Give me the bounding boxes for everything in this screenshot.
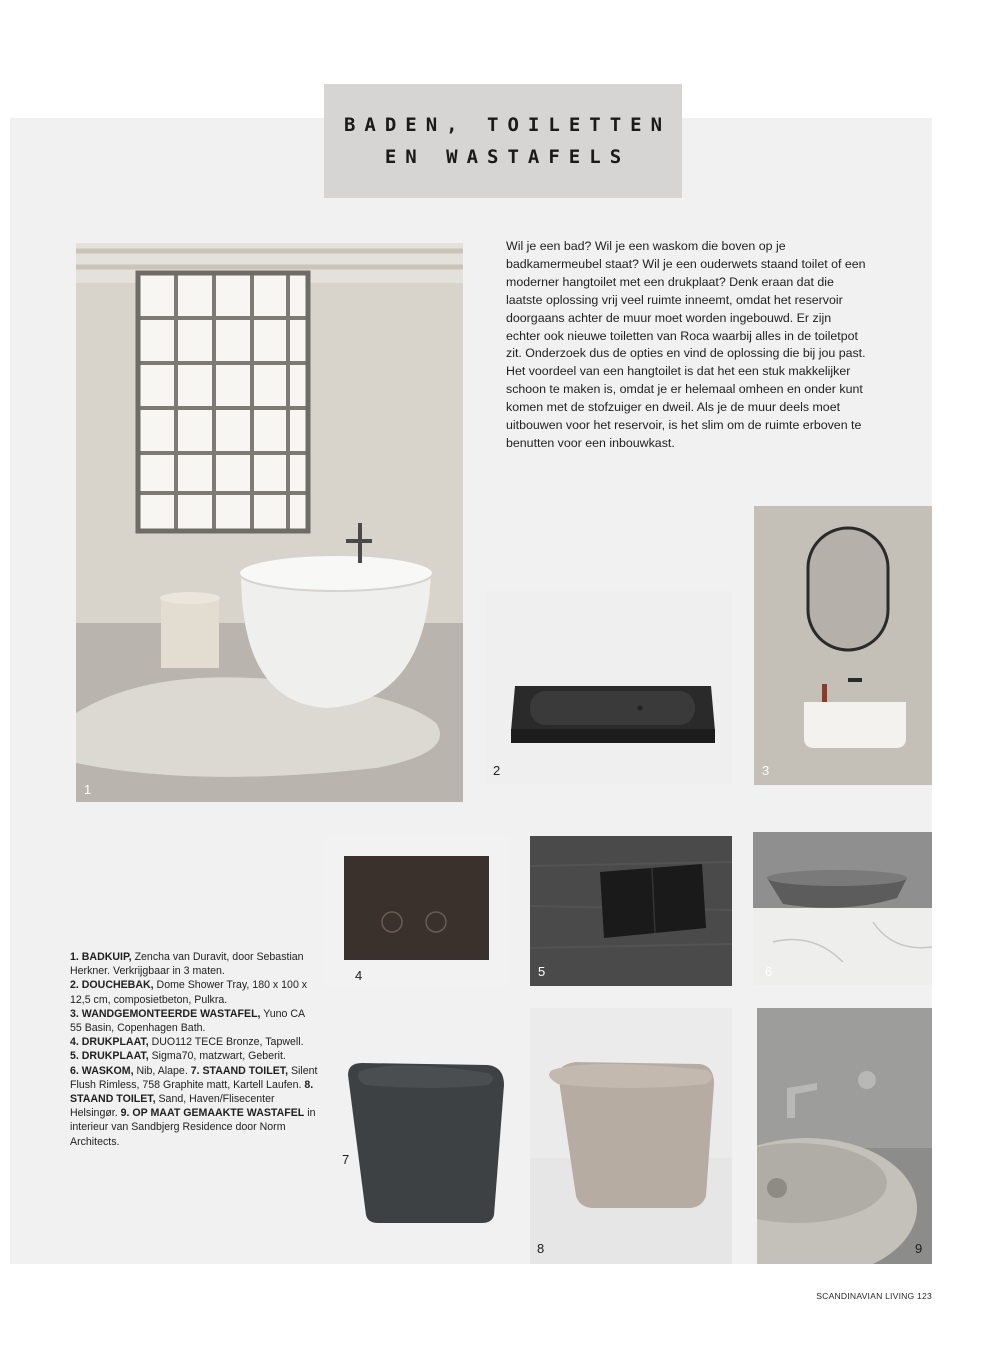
graphite-toilet-photo bbox=[338, 1045, 510, 1225]
caption-label-8: 8. STAAND TOILET, bbox=[70, 1078, 314, 1106]
magazine-name: SCANDINAVIAN LIVING bbox=[816, 1291, 915, 1301]
intro-paragraph: Wil je een bad? Wil je een waskom die boven op je badkamermeubel staat? Wil je een ouderwets staand toilet of een moderner hangtoilet met een drukplaat? Denk eraan dat die laatste oplossing vrij veel ruimte inneemt, omdat het reservoir doorgaans achter de muur moet worden ingebouwd. Er zijn echter ook nieuwe toiletten van Roca waarbij alles in de toiletpot zit. Onderzoek dus de opties en vind de oplossing die bij jou past. Het voordeel van een hangtoilet is dat het een stuk makkelijker schoon te maken is, omdat je er helemaal omheen en onder kunt komen met de stofzuiger en dweil. Als je de muur deels moet uitbouwen voor het reservoir, is het slim om de ruimte erboven te benutten voor een inbouwkast. bbox=[506, 239, 866, 450]
caption-text-1: Zencha van Duravit, door Sebastian Herkner. Verkrijgbaar in 3 maten. bbox=[70, 951, 304, 978]
caption-label-4: 4. DRUKPLAAT, bbox=[70, 1036, 149, 1049]
caption-label-5: 5. DRUKPLAAT, bbox=[70, 1050, 149, 1063]
caption-label-9: 9. OP MAAT GEMAAKTE WASTAFEL bbox=[120, 1107, 305, 1120]
photo-number-9: 9 bbox=[915, 1241, 923, 1256]
sand-toilet-photo bbox=[530, 1008, 732, 1264]
caption-text-6: Nib, Alape. bbox=[133, 1064, 191, 1077]
caption-text-5: Sigma70, matzwart, Geberit. bbox=[148, 1050, 286, 1063]
flush-plate-bronze-photo bbox=[324, 836, 510, 986]
photo-number-8: 8 bbox=[537, 1241, 545, 1256]
flush-plate-black-photo bbox=[530, 836, 732, 986]
caption-text-2: Dome Shower Tray, 180 x 100 x 12,5 cm, composietbeton, Pulkra. bbox=[70, 979, 308, 1006]
caption-label-1: 1. BADKUIP, bbox=[70, 951, 132, 963]
photo-number-1: 1 bbox=[84, 782, 92, 797]
page-footer bbox=[816, 1291, 932, 1301]
caption-label-2: 2. DOUCHEBAK, bbox=[70, 979, 154, 992]
caption-label-3: 3. WANDGEMONTEERDE WASTAFEL, bbox=[70, 1007, 261, 1020]
photo-number-6: 6 bbox=[765, 964, 773, 979]
photo-number-5: 5 bbox=[538, 964, 546, 979]
caption-text-3: Yuno CA 55 Basin, Copenhagen Bath. bbox=[70, 1007, 305, 1035]
photo-number-2: 2 bbox=[493, 763, 501, 778]
caption-label-7: 7. STAAND TOILET, bbox=[190, 1064, 289, 1077]
page-number: 123 bbox=[917, 1291, 932, 1301]
shower-tray-photo bbox=[485, 591, 732, 784]
photo-number-3: 3 bbox=[762, 763, 770, 778]
caption-text-9: in interieur van Sandbjerg Residence door Norm Architects. bbox=[70, 1107, 316, 1148]
caption-text-7: Silent Flush Rimless, 758 Graphite matt, Kartell Laufen. bbox=[70, 1064, 318, 1091]
bathtub-photo bbox=[76, 243, 463, 802]
section-title-box bbox=[324, 84, 682, 198]
photo-number-4: 4 bbox=[355, 968, 363, 983]
wall-basin-photo bbox=[754, 506, 932, 785]
section-title-line-1: BADEN, TOILETTEN bbox=[343, 114, 672, 136]
caption-label-6: 6. WASKOM, bbox=[70, 1064, 134, 1077]
vessel-basin-photo bbox=[753, 832, 932, 985]
product-captions bbox=[70, 950, 318, 1149]
caption-text-4: DUO112 TECE Bronze, Tapwell. bbox=[148, 1036, 304, 1049]
photo-number-7: 7 bbox=[342, 1152, 350, 1167]
concrete-basin-photo bbox=[757, 1008, 932, 1264]
caption-text-8: Sand, Haven/Flisecenter Helsingør. bbox=[70, 1093, 275, 1120]
section-title-line-2: EN WASTAFELS bbox=[384, 146, 631, 168]
